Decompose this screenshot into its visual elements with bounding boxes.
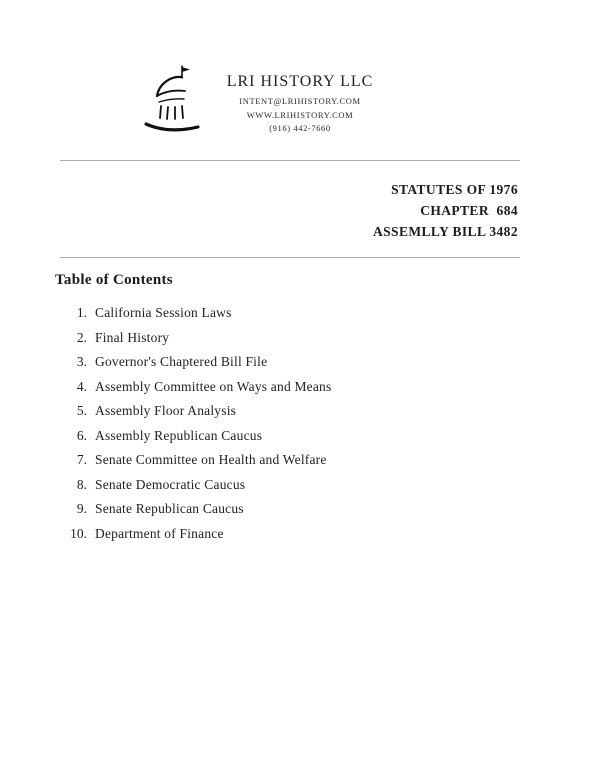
website-text: WWW.LRIHISTORY.COM xyxy=(246,109,354,120)
chapter-line: CHAPTER 684 xyxy=(420,203,518,218)
toc-item-label: Final History xyxy=(95,329,170,345)
toc-item xyxy=(55,452,515,477)
toc-item-label: Senate Committee on Health and Welfare xyxy=(95,452,327,467)
toc-item-label: California Session Laws xyxy=(95,305,232,320)
toc-list xyxy=(55,305,515,550)
toc-item-number: 7. xyxy=(76,452,87,467)
toc-item xyxy=(55,354,515,379)
email-text: INTENT@LRIHISTORY.COM xyxy=(239,96,361,106)
reference-block xyxy=(373,179,518,242)
toc-heading: Table of Contents xyxy=(55,272,173,288)
toc-item-number: 9. xyxy=(76,501,87,516)
toc-item xyxy=(55,305,515,330)
toc-item xyxy=(55,330,515,355)
toc-item xyxy=(55,477,515,502)
toc-item xyxy=(55,403,515,428)
toc-item-number: 10. xyxy=(70,525,87,541)
horizontal-rule-bottom xyxy=(60,257,520,258)
toc-item-label: Assembly Floor Analysis xyxy=(95,403,237,418)
toc-item-number: 8. xyxy=(76,476,87,492)
toc-item-label: Senate Republican Caucus xyxy=(95,501,244,516)
toc-item-label: Governor's Chaptered Bill File xyxy=(95,354,268,369)
horizontal-rule-top xyxy=(60,160,520,161)
toc-item-number: 6. xyxy=(76,427,87,443)
toc-item-label: Assembly Republican Caucus xyxy=(95,427,263,443)
toc-item xyxy=(55,526,515,551)
toc-item-number: 5. xyxy=(76,403,87,418)
toc-item-number: 3. xyxy=(76,354,87,369)
toc-item xyxy=(55,501,515,526)
toc-item-number: 4. xyxy=(76,378,87,394)
bill-line: ASSEMLLY BILL 3482 xyxy=(372,224,518,239)
company-name: LRI HISTORY LLC xyxy=(226,73,374,90)
toc-item-label: Department of Finance xyxy=(95,525,224,541)
toc-item-number: 2. xyxy=(76,329,87,345)
toc-item-label: Assembly Committee on Ways and Means xyxy=(95,378,332,394)
toc-item xyxy=(55,379,515,404)
toc-item-number: 1. xyxy=(76,305,87,320)
toc-item xyxy=(55,428,515,453)
letterhead-contact-block xyxy=(0,74,600,138)
statutes-line: STATUTES OF 1976 xyxy=(391,182,518,197)
phone-text: (916) 442-7660 xyxy=(269,123,331,133)
toc-item-label: Senate Democratic Caucus xyxy=(95,476,246,492)
